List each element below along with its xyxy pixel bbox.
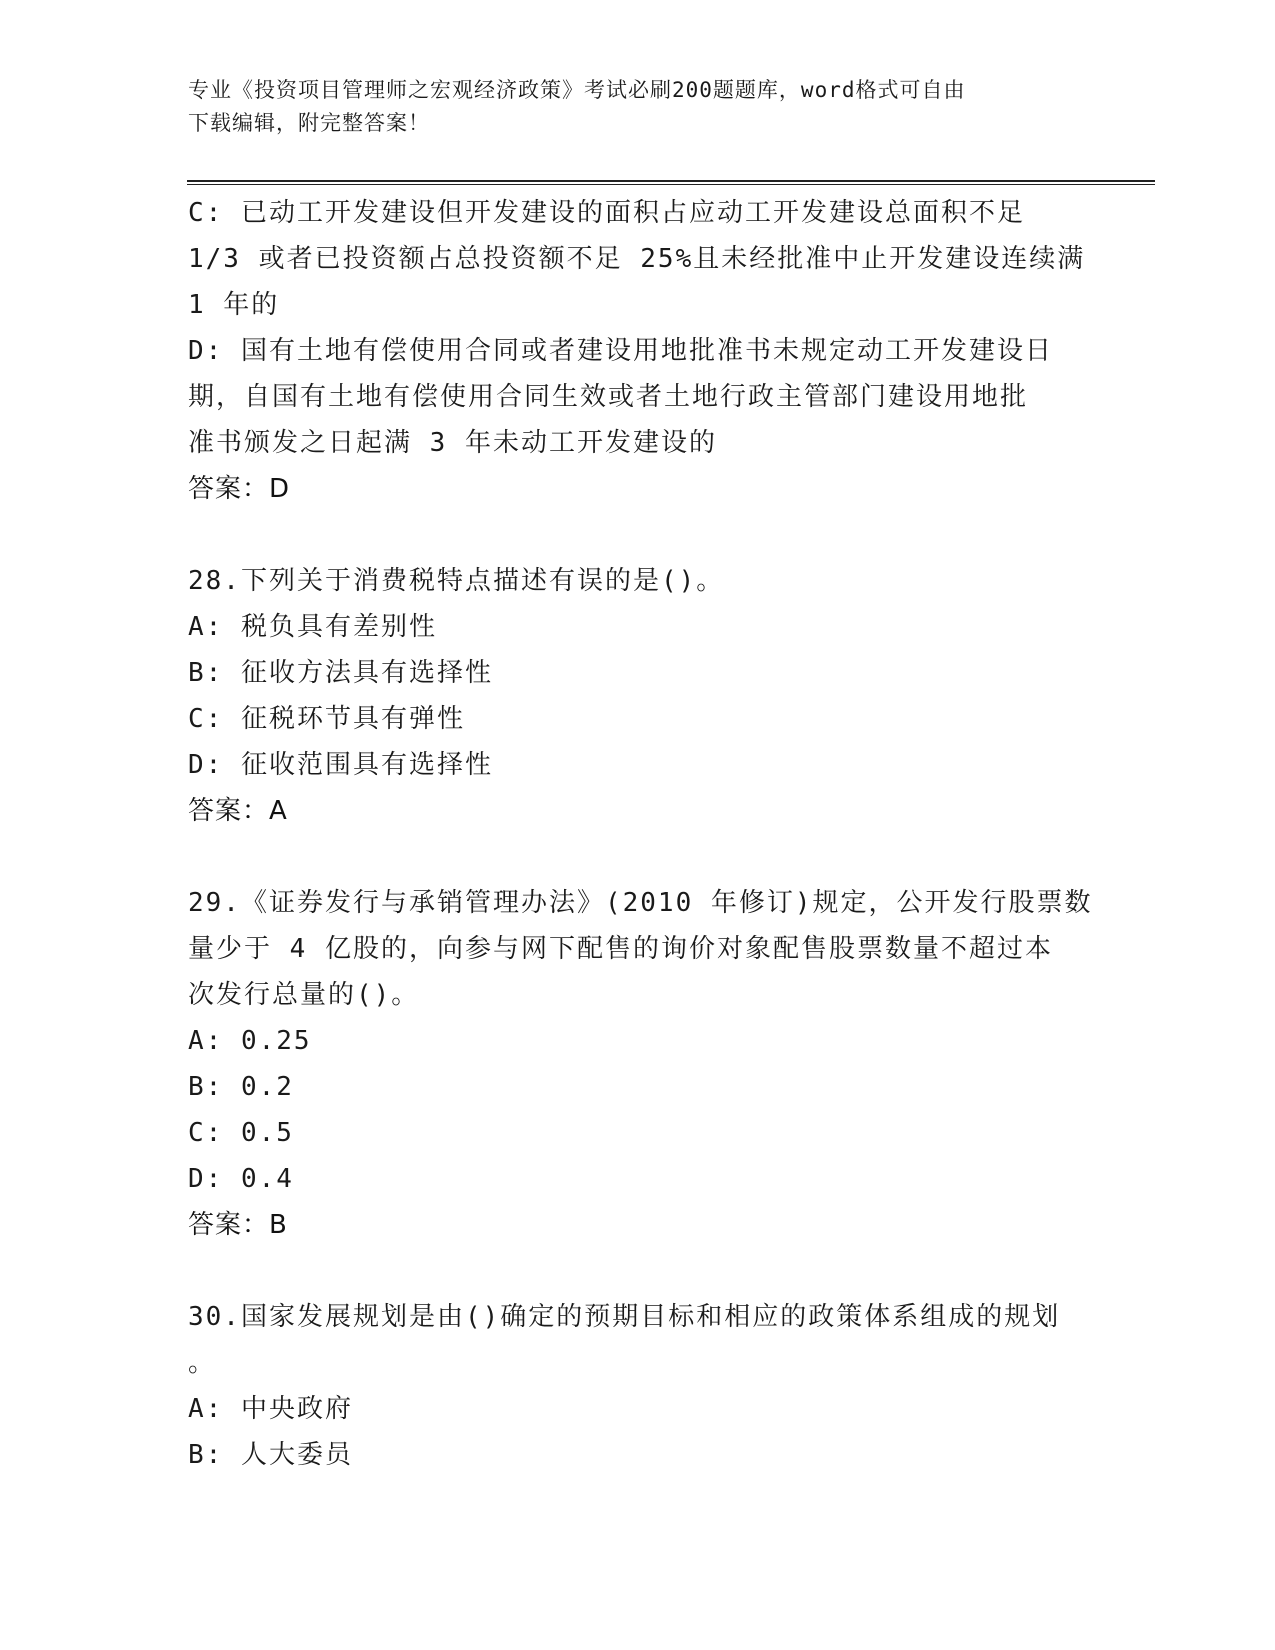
document-header: [188, 74, 1088, 140]
question-30-option-a: A: 中央政府: [188, 1394, 353, 1424]
document-body: [188, 190, 1093, 1478]
question-29-option-b: B: 0.2: [188, 1072, 294, 1102]
header-divider-thick: [187, 180, 1155, 182]
header-divider-thin: [187, 184, 1155, 185]
question-28-option-a: A: 税负具有差别性: [188, 612, 437, 642]
question-27-continued: [188, 190, 1088, 512]
header-line-1: 专业《投资项目管理师之宏观经济政策》考试必刷200题题库，word格式可自由: [188, 78, 966, 102]
question-29-text-line-3: 次发行总量的()。: [188, 980, 420, 1010]
answer-29: 答案：B: [188, 1210, 288, 1240]
question-29-option-a: A: 0.25: [188, 1026, 312, 1056]
spacer: [188, 512, 1088, 558]
answer-28: 答案：A: [188, 796, 288, 826]
question-28-option-c: C: 征税环节具有弹性: [188, 704, 465, 734]
option-c-line-2: 1/3 或者已投资额占总投资额不足 25%且未经批准中止开发建设连续满: [188, 244, 1086, 274]
question-30: [188, 1294, 1088, 1478]
question-28-option-d: D: 征收范围具有选择性: [188, 750, 493, 780]
option-c-line-1: C: 已动工开发建设但开发建设的面积占应动工开发建设总面积不足: [188, 198, 1025, 228]
question-30-text-line-1: 30.国家发展规划是由()确定的预期目标和相应的政策体系组成的规划: [188, 1302, 1061, 1332]
option-c-line-3: 1 年的: [188, 290, 280, 320]
header-line-2: 下载编辑，附完整答案！: [188, 111, 430, 135]
question-30-option-b: B: 人大委员: [188, 1440, 353, 1470]
answer-27: 答案：D: [188, 474, 291, 504]
question-29-option-c: C: 0.5: [188, 1118, 294, 1148]
question-29-text-line-1: 29.《证券发行与承销管理办法》(2010 年修订)规定，公开发行股票数: [188, 888, 1093, 918]
option-d-line-1: D: 国有土地有偿使用合同或者建设用地批准书未规定动工开发建设日: [188, 336, 1053, 366]
question-28-text: 28.下列关于消费税特点描述有误的是()。: [188, 566, 725, 596]
question-28-option-b: B: 征收方法具有选择性: [188, 658, 493, 688]
question-28: [188, 558, 1088, 834]
spacer: [188, 834, 1088, 880]
option-d-line-2: 期，自国有土地有偿使用合同生效或者土地行政主管部门建设用地批: [188, 382, 1029, 412]
question-29-option-d: D: 0.4: [188, 1164, 294, 1194]
option-d-line-3: 准书颁发之日起满 3 年未动工开发建设的: [188, 428, 717, 458]
spacer: [188, 1248, 1088, 1294]
question-30-text-line-2: 。: [188, 1348, 217, 1378]
question-29-text-line-2: 量少于 4 亿股的，向参与网下配售的询价对象配售股票数量不超过本: [188, 934, 1053, 964]
question-29: [188, 880, 1093, 1248]
